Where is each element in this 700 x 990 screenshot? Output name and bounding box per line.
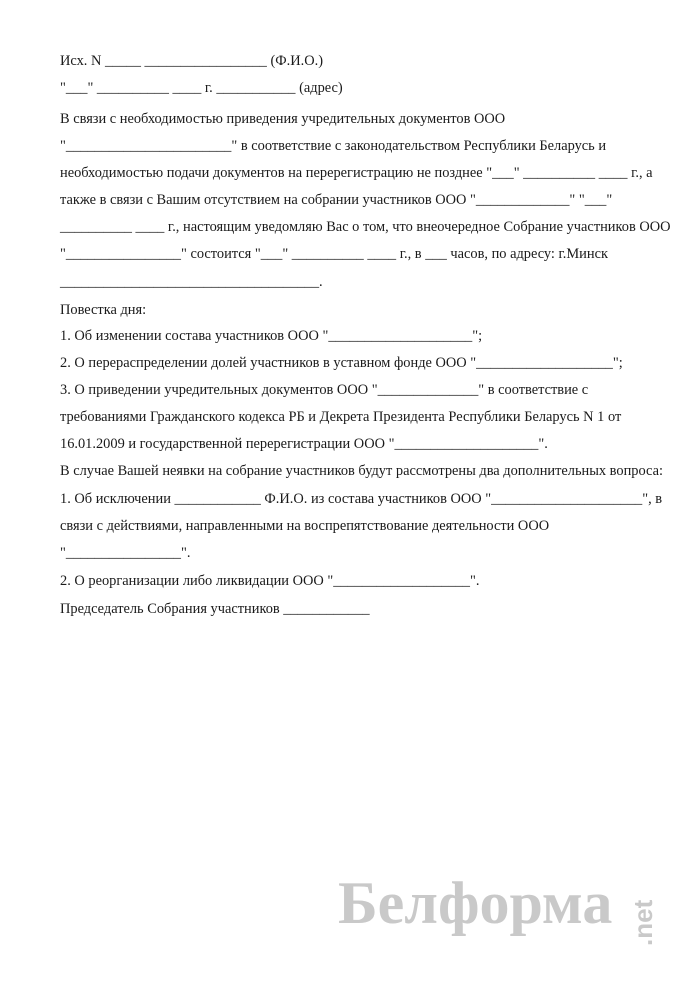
date-address-line: "___" __________ ____ г. ___________ (адрес)	[60, 80, 343, 96]
body-line-6: "________________" состоится "___" __________ ____ г., в ___ часов, по адресу: г.Минск	[60, 246, 608, 262]
body-line-2: "_______________________" в соответствие с законодательством Республики Беларусь и	[60, 138, 607, 154]
agenda-item-3-line-2: требованиями Гражданского кодекса РБ и Декрета Президента Республики Беларусь N 1 от	[60, 409, 622, 425]
additional-item-1-line-3: "________________".	[60, 545, 191, 561]
additional-item-1-line-2: связи с действиями, направленными на воспрепятствование деятельности ООО	[60, 518, 550, 534]
agenda-item-2: 2. О перераспределении долей участников в уставном фонде ООО "___________________";	[60, 355, 623, 371]
additional-questions-intro: В случае Вашей неявки на собрание участников будут рассмотрены два дополнительных вопроса:	[60, 463, 663, 479]
additional-item-1-line-1: 1. Об исключении ____________ Ф.И.О. из состава участников ООО "_____________________", в	[60, 491, 663, 507]
agenda-heading: Повестка дня:	[60, 302, 147, 318]
outgoing-number-line: Исх. N _____ _________________ (Ф.И.О.)	[60, 53, 323, 69]
chairman-signature-line: Председатель Собрания участников ____________	[60, 601, 370, 617]
belforma-watermark-domain: .net	[628, 899, 658, 946]
agenda-item-3-line-1: 3. О приведении учредительных документов ООО "______________" в соответствие с	[60, 382, 589, 398]
body-line-7: ____________________________________.	[60, 274, 323, 290]
body-line-3: необходимостью подачи документов на перерегистрацию не позднее "___" __________ ____ г., а	[60, 165, 653, 181]
agenda-item-1: 1. Об изменении состава участников ООО "____________________";	[60, 328, 483, 344]
agenda-item-3-line-3: 16.01.2009 и государственной перерегистрации ООО "____________________".	[60, 436, 548, 452]
belforma-watermark: Белформа	[338, 870, 613, 936]
body-line-1: В связи с необходимостью приведения учредительных документов ООО	[60, 111, 506, 127]
body-line-5: __________ ____ г., настоящим уведомляю Вас о том, что внеочередное Собрание участников ООО	[60, 219, 671, 235]
additional-item-2: 2. О реорганизации либо ликвидации ООО "___________________".	[60, 573, 480, 589]
body-line-4: также в связи с Вашим отсутствием на собрании участников ООО "_____________" "___"	[60, 192, 613, 208]
